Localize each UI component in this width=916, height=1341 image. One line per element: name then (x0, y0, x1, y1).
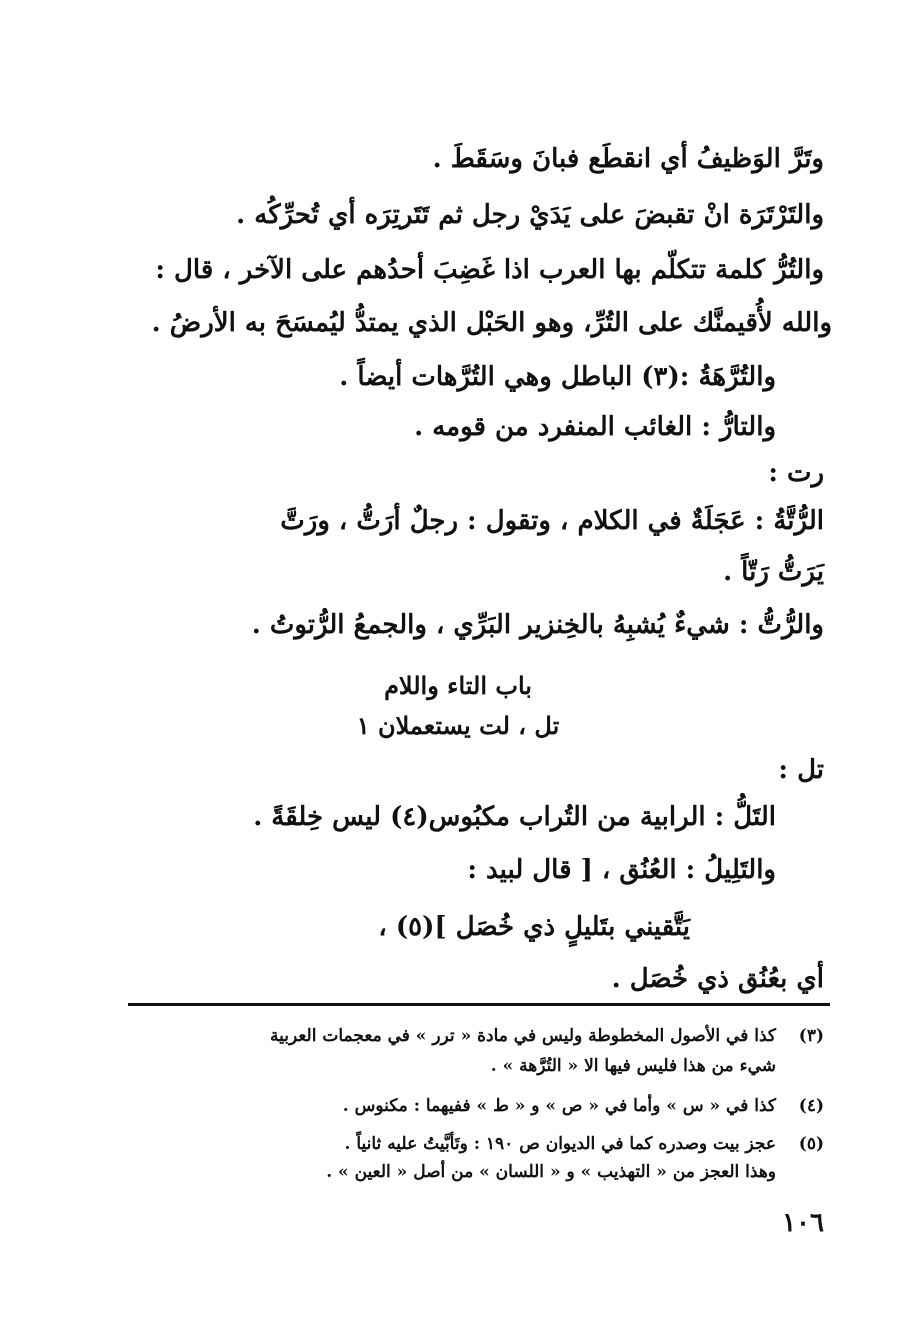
entry-line: التَلُّ : الرابية من التُراب مكبُوس(٤) ليس خِلقَةً . (253, 802, 776, 832)
poetry-verse: يَتَّقيني بتَليلٍ ذي خُصَل ](٥) ، (378, 912, 690, 942)
footnote-text: شيء من هذا فليس فيها الا « التُرَّهة » . (490, 1056, 776, 1076)
entry-line: الرُّتَّةُ : عَجَلَةٌ في الكلام ، وتقول : رجلٌ أرَتُّ ، ورَتَّ (280, 506, 824, 536)
chapter-title: باب التاء واللام (384, 671, 532, 700)
entry-line: يَرَتُّ رَتّاً . (723, 557, 824, 587)
entry-line: والله لأُقيمنَّك على التُرِّ، وهو الحَبْل الذي يمتدُّ ليُمسَحَ به الأرضُ . (151, 308, 832, 338)
root-heading: رت : (768, 458, 824, 488)
entry-line: والتَرْتَرَة انْ تقبضَ على يَدَيْ رجل ثم تَتَرتِرَه أي تُحرِّكُه . (236, 200, 824, 230)
footnote-text: كذا في « س » وأما في « ص » و « ط » ففيهما : مكنوس . (342, 1096, 776, 1116)
footnote-number: (٣) (798, 1026, 824, 1046)
entry-line: والرُّتُّ : شيءٌ يُشبِهُ بالخِنزير البَرِّي ، والجمعُ الرُّتوتُ . (251, 610, 824, 640)
footnote-text: كذا في الأصول المخطوطة وليس في مادة « ترر » في معجمات العربية (270, 1026, 776, 1046)
entry-line: والتُرَّهَةُ :(٣) الباطل وهي التُرَّهات أيضاً . (339, 362, 776, 392)
entry-line: وتَرَّ الوَظيفُ أي انقطَع فبانَ وسَقَطَ . (432, 144, 824, 174)
entry-line: والتَلِيلُ : العُنُق ، [ قال لبيد : (467, 855, 776, 885)
chapter-subtitle: تل ، لت يستعملان ١ (356, 711, 560, 740)
footnote-number: (٤) (798, 1096, 824, 1116)
entry-line: أي بعُنُق ذي خُصَل . (611, 964, 824, 994)
footnote-text: وهذا العجز من « التهذيب » و « اللسان » من أصل « العين » . (326, 1162, 776, 1182)
footnote-separator (128, 1003, 830, 1006)
root-heading: تل : (778, 755, 824, 785)
footnote-number: (٥) (798, 1134, 824, 1154)
entry-line: والتارُّ : الغائب المنفرد من قومه . (414, 412, 776, 442)
footnote-text: عجز بيت وصدره كما في الديوان ص ١٩٠ : وتَأبَّيتُ عليه ثانياً . (344, 1134, 776, 1154)
entry-line: والتُرُّ كلمة تتكلّم بها العرب اذا غَضِبَ أحدُهم على الآخر ، قال : (155, 255, 824, 285)
page-number: ١٠٦ (782, 1208, 824, 1238)
